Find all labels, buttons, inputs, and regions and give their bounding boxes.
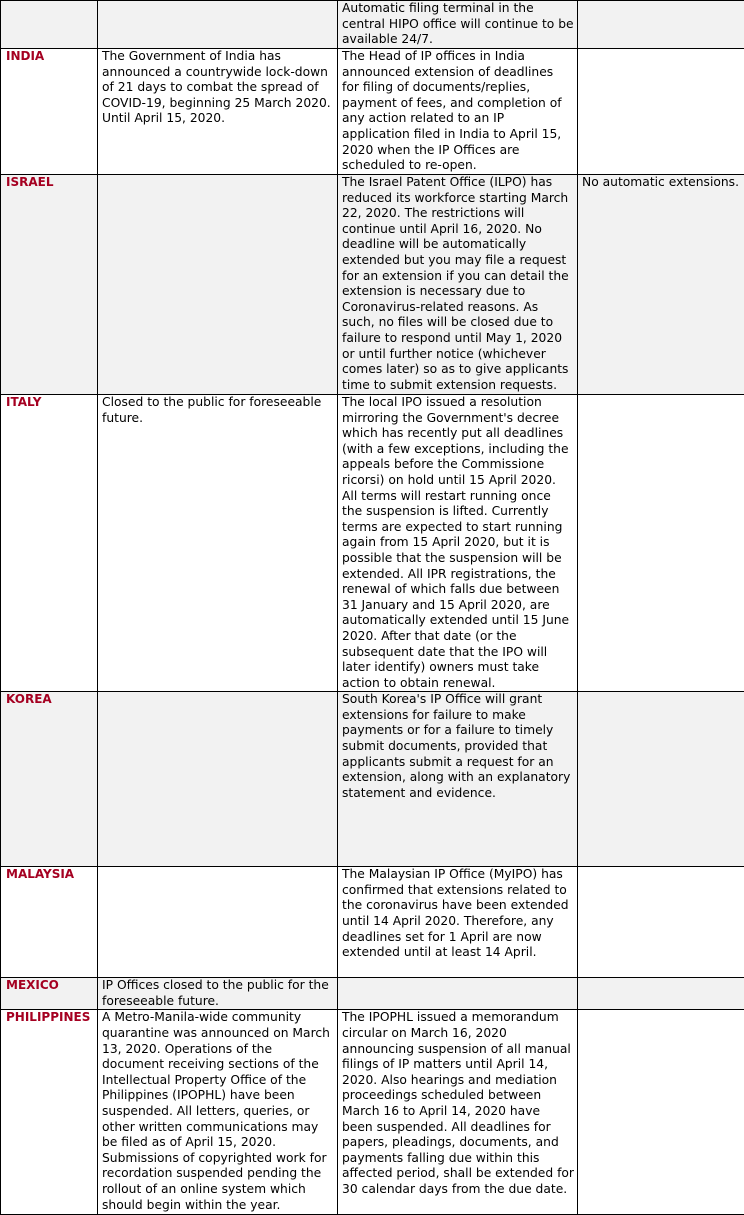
extensions-cell [578,1010,744,1215]
country-cell: ISRAEL [1,175,98,395]
extensions-cell [578,867,744,978]
deadline-measures-cell: The Israel Patent Office (ILPO) has reduced its workforce starting March 22, 2020. The restrictions will continue until April 16, 2020. No deadline will be automatically extended but you may file a request for an extension if you can detail the extension is necessary due to Coronavirus-related reasons. As such, no files will be closed due to failure to respond until May 1, 2020 or until further notice (whichever comes later) so as to give applicants time to submit extension requests. [338,175,578,395]
table-row [1,692,744,867]
country-cell: PHILIPPINES [1,1010,98,1215]
table-row [1,978,744,1010]
country-cell: KOREA [1,692,98,867]
deadline-measures-cell: The Head of IP offices in India announced extension of deadlines for filing of documents/replies, payment of fees, and completion of any action related to an IP application filed in India to April 15, 2020 when the IP Offices are scheduled to re-open. [338,49,578,175]
extensions-cell: No automatic extensions. [578,175,744,395]
country-cell: ITALY [1,395,98,692]
country-cell: MALAYSIA [1,867,98,978]
deadline-measures-cell: South Korea's IP Office will grant extensions for failure to make payments or for a failure to timely submit documents, provided that applicants submit a request for an extension, along with an explanatory statement and evidence. [338,692,578,867]
deadline-measures-cell: Automatic filing terminal in the central HIPO office will continue to be available 24/7. [338,1,578,49]
deadline-measures-cell [338,978,578,1010]
office-status-cell [98,867,338,978]
deadline-measures-cell: The Malaysian IP Office (MyIPO) has confirmed that extensions related to the coronavirus have been extended until 14 April 2020. Therefore, any deadlines set for 1 April are now extended until at least 14 April. [338,867,578,978]
deadline-measures-cell: The IPOPHL issued a memorandum circular on March 16, 2020 announcing suspension of all manual filings of IP matters until April 14, 2020. Also hearings and mediation proceedings scheduled between March 16 to April 14, 2020 have been suspended. All deadlines for papers, pleadings, documents, and payments falling due within this affected period, shall be extended for 30 calendar days from the due date. [338,1010,578,1215]
table-row [1,395,744,692]
deadline-measures-cell: The local IPO issued a resolution mirroring the Government's decree which has recently put all deadlines (with a few exceptions, including the appeals before the Commissione ricorsi) on hold until 15 April 2020. All terms will restart running once the suspension is lifted. Currently terms are expected to start running again from 15 April 2020, but it is possible that the suspension will be extended. All IPR registrations, the renewal of which falls due between 31 January and 15 April 2020, are automatically extended until 15 June 2020. After that date (or the subsequent date that the IPO will later identify) owners must take action to obtain renewal. [338,395,578,692]
office-status-cell: The Government of India has announced a countrywide lock-down of 21 days to combat the spread of COVID-19, beginning 25 March 2020. Until April 15, 2020. [98,49,338,175]
table-row [1,867,744,978]
extensions-cell [578,692,744,867]
office-status-cell [98,692,338,867]
table-row [1,1,744,49]
country-cell: INDIA [1,49,98,175]
office-status-cell [98,1,338,49]
office-status-cell: IP Offices closed to the public for the foreseeable future. [98,978,338,1010]
extensions-cell [578,1,744,49]
office-status-cell: Closed to the public for foreseeable future. [98,395,338,692]
extensions-cell [578,395,744,692]
extensions-cell [578,978,744,1010]
country-cell [1,1,98,49]
country-cell: MEXICO [1,978,98,1010]
table-row [1,175,744,395]
table-row [1,49,744,175]
office-status-cell [98,175,338,395]
extensions-cell [578,49,744,175]
table-row [1,1010,744,1215]
office-status-cell: A Metro-Manila-wide community quarantine was announced on March 13, 2020. Operations of the document receiving sections of the Intellectual Property Office of the Philippines (IPOPHL) have been suspended. All letters, queries, or other written communications may be filed as of April 15, 2020. Submissions of copyrighted work for recordation suspended pending the rollout of an online system which should begin within the year. [98,1010,338,1215]
